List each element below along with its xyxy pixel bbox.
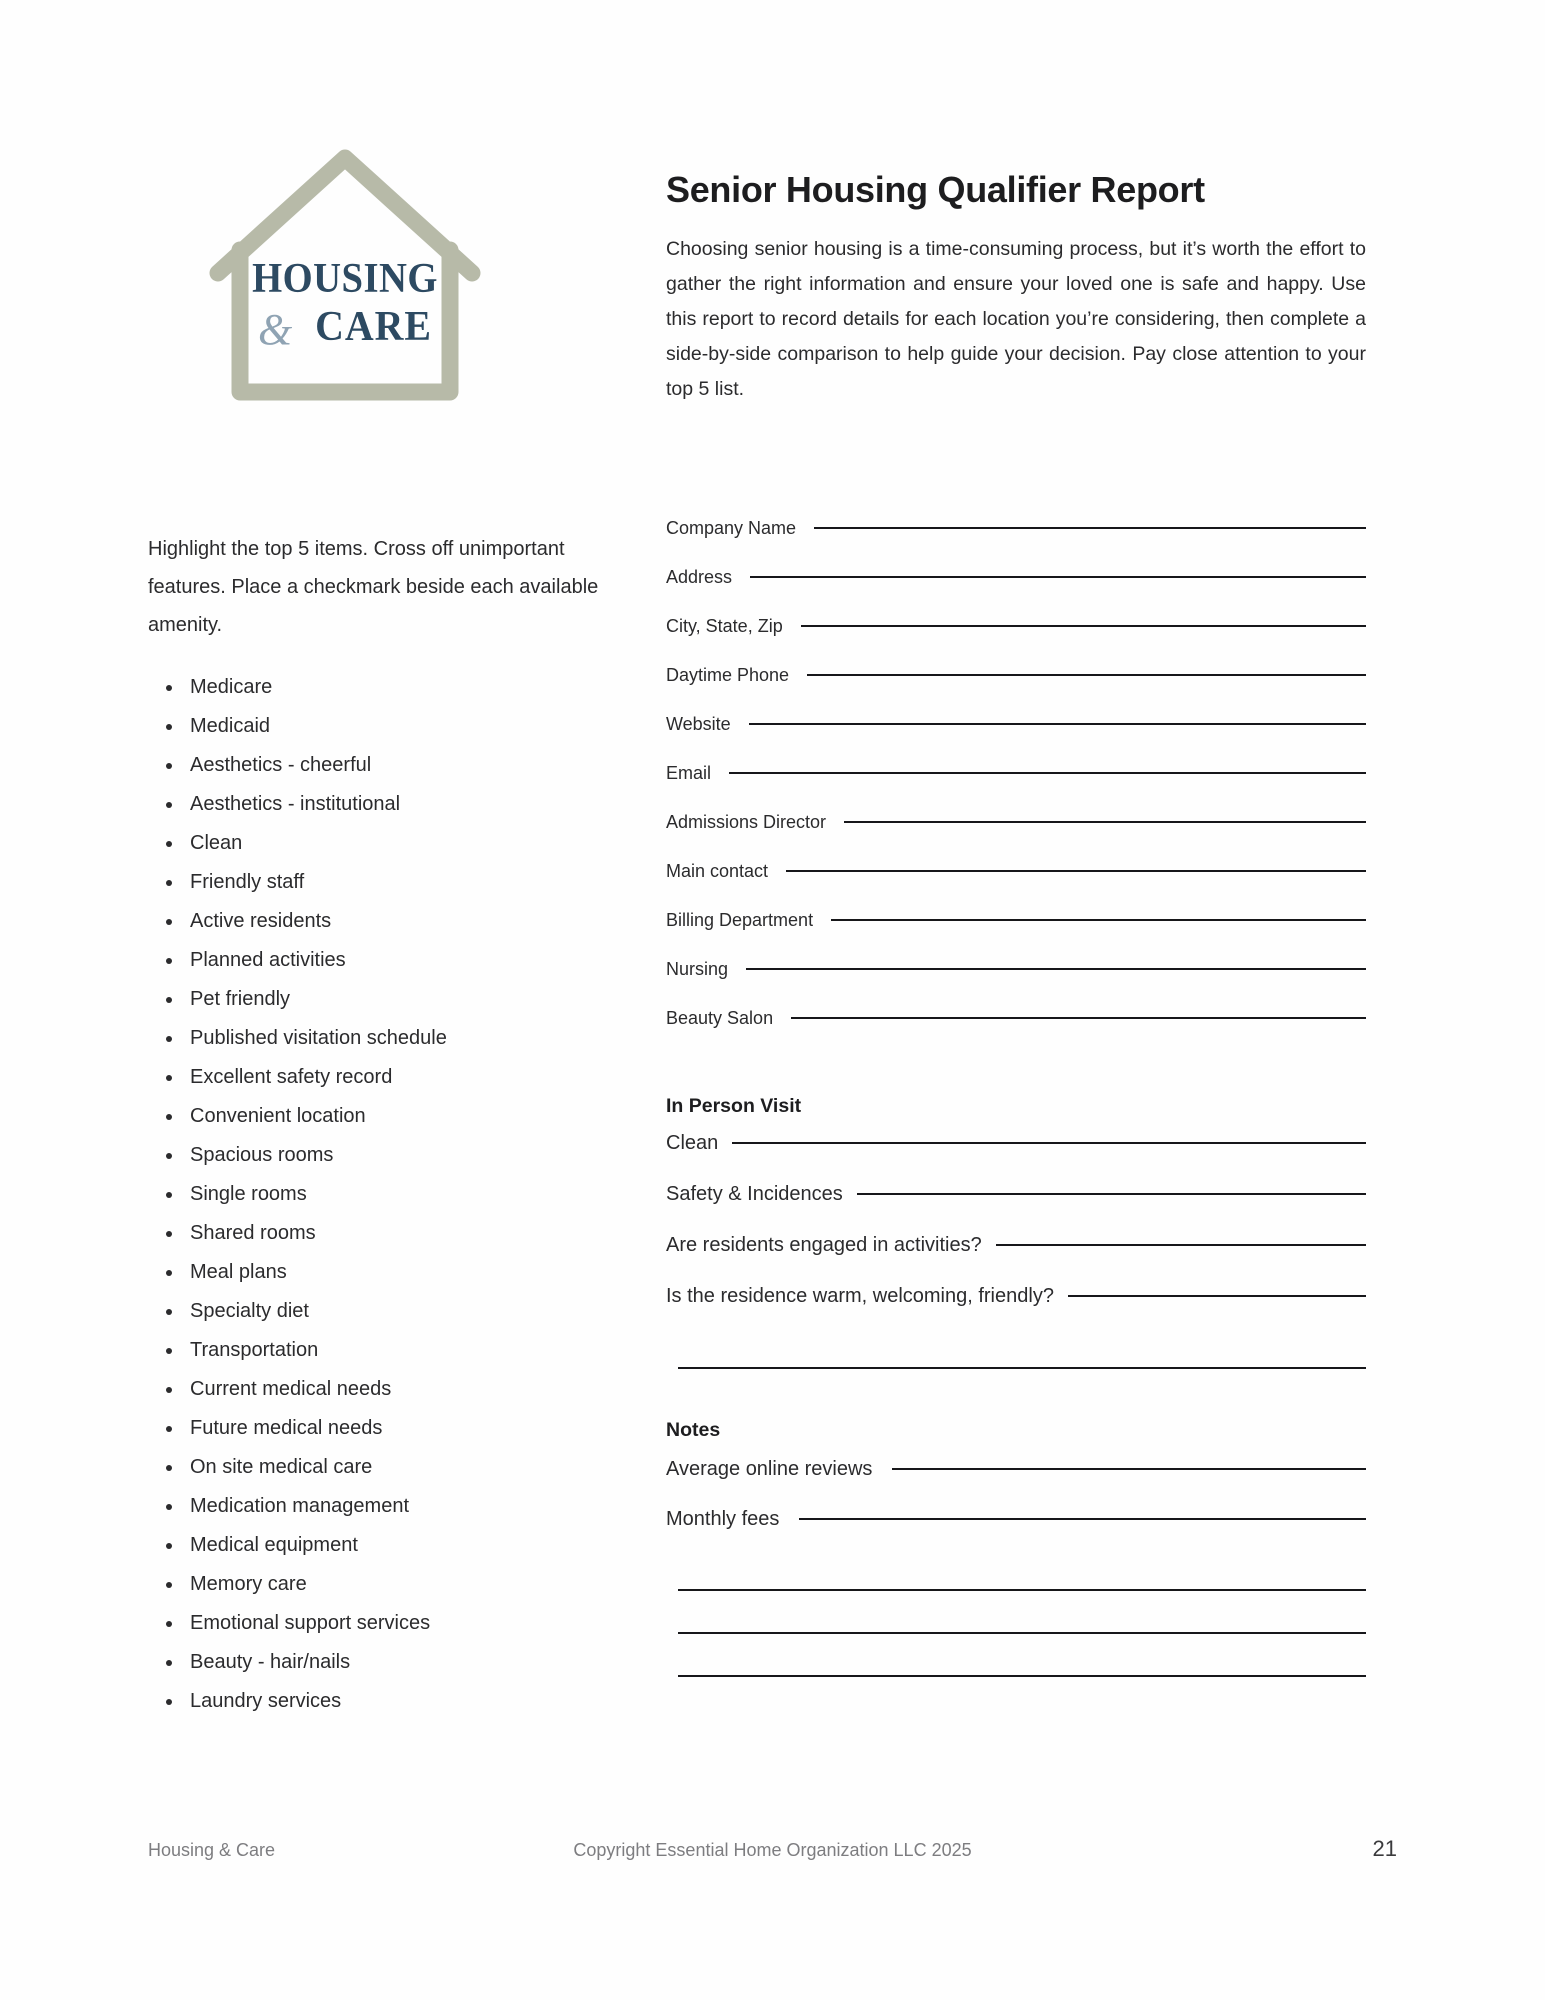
logo-text-housing: HOUSING [252, 256, 438, 302]
visit-field-input-line[interactable] [1068, 1294, 1366, 1297]
notes-field-input-line[interactable] [892, 1467, 1366, 1470]
amenity-item[interactable]: Single rooms [148, 1175, 608, 1214]
contact-field-row [666, 861, 1366, 910]
contact-field-row [666, 763, 1366, 812]
contact-field-label: Main contact [666, 861, 769, 881]
intro-paragraph: Choosing senior housing is a time-consuming process, but it’s worth the effort to gather the right information and ensure your loved one is safe and happy. Use this report to record details for each location you’re considering, then complete a side-by-side comparison to help guide your decision. Pay close attention to your top 5 list. [666, 237, 1366, 400]
visit-field-label: Clean [666, 1132, 719, 1154]
visit-field-row [666, 1183, 1366, 1234]
contact-field-input-line[interactable] [791, 1016, 1366, 1019]
visit-field-row [666, 1132, 1366, 1183]
contact-field-input-line[interactable] [786, 869, 1366, 872]
notes-extra-line-1[interactable] [678, 1588, 1366, 1591]
amenity-item[interactable]: Planned activities [148, 941, 608, 980]
amenity-checklist [148, 668, 608, 1721]
contact-field-label: Address [666, 567, 733, 587]
amenity-item[interactable]: Medicaid [148, 707, 608, 746]
footer-brand: Housing & Care [148, 1840, 276, 1860]
amenity-item[interactable]: Meal plans [148, 1253, 608, 1292]
visit-field-label: Safety & Incidences [666, 1183, 843, 1205]
contact-field-row [666, 518, 1366, 567]
contact-field-row [666, 1008, 1366, 1057]
contact-fields-group [666, 518, 1366, 1057]
visit-field-row [666, 1285, 1366, 1336]
footer-copyright: Copyright Essential Home Organization LLC 2025 [573, 1840, 972, 1860]
amenity-item[interactable]: Spacious rooms [148, 1136, 608, 1175]
contact-field-input-line[interactable] [749, 722, 1366, 725]
amenities-column [148, 530, 608, 1721]
amenity-item[interactable]: Beauty - hair/nails [148, 1643, 608, 1682]
amenity-item[interactable]: Current medical needs [148, 1370, 608, 1409]
visit-field-row [666, 1234, 1366, 1285]
contact-field-input-line[interactable] [746, 967, 1366, 970]
contact-field-input-line[interactable] [831, 918, 1366, 921]
notes-heading: Notes [666, 1419, 721, 1441]
logo-ampersand: & [258, 305, 293, 354]
instructions-text: Highlight the top 5 items. Cross off unimportant features. Place a checkmark beside each available amenity. [148, 538, 599, 636]
visit-field-input-line[interactable] [857, 1192, 1366, 1195]
amenity-item[interactable]: Laundry services [148, 1682, 608, 1721]
contact-field-label: Beauty Salon [666, 1008, 774, 1028]
contact-field-row [666, 812, 1366, 861]
contact-field-row [666, 714, 1366, 763]
in-person-visit-heading: In Person Visit [666, 1095, 802, 1117]
contact-field-input-line[interactable] [814, 526, 1366, 529]
contact-field-label: Nursing [666, 959, 729, 979]
page-title: Senior Housing Qualifier Report [666, 169, 1205, 210]
notes-fields-group [666, 1458, 1366, 1558]
report-form-column [666, 518, 1366, 1677]
contact-field-input-line[interactable] [801, 624, 1366, 627]
page-footer [0, 1836, 1545, 1880]
notes-field-label: Average online reviews [666, 1458, 873, 1480]
amenity-item[interactable]: Shared rooms [148, 1214, 608, 1253]
contact-field-row [666, 665, 1366, 714]
visit-fields-group [666, 1132, 1366, 1336]
page-header-area [0, 0, 1545, 430]
visit-extra-line[interactable] [678, 1366, 1366, 1369]
amenity-item[interactable]: Active residents [148, 902, 608, 941]
notes-extra-line-2[interactable] [678, 1631, 1366, 1634]
amenity-item[interactable]: Memory care [148, 1565, 608, 1604]
contact-field-label: Website [666, 714, 731, 734]
contact-field-label: Daytime Phone [666, 665, 790, 685]
amenity-item[interactable]: Medical equipment [148, 1526, 608, 1565]
contact-field-label: Admissions Director [666, 812, 827, 832]
amenity-item[interactable]: Aesthetics - institutional [148, 785, 608, 824]
amenity-item[interactable]: Clean [148, 824, 608, 863]
contact-field-label: Company Name [666, 518, 797, 538]
contact-field-row [666, 616, 1366, 665]
page-number: 21 [1372, 1836, 1397, 1861]
amenity-item[interactable]: Specialty diet [148, 1292, 608, 1331]
amenity-item[interactable]: Convenient location [148, 1097, 608, 1136]
amenity-item[interactable]: Medicare [148, 668, 608, 707]
amenity-item[interactable]: Published visitation schedule [148, 1019, 608, 1058]
contact-field-input-line[interactable] [807, 673, 1366, 676]
logo-wordmark [200, 258, 490, 356]
contact-field-label: Email [666, 763, 712, 783]
amenity-item[interactable]: Pet friendly [148, 980, 608, 1019]
amenity-item[interactable]: Medication management [148, 1487, 608, 1526]
notes-extra-line-3[interactable] [678, 1674, 1366, 1677]
amenity-item[interactable]: Future medical needs [148, 1409, 608, 1448]
contact-field-input-line[interactable] [750, 575, 1366, 578]
amenity-item[interactable]: Transportation [148, 1331, 608, 1370]
contact-field-row [666, 567, 1366, 616]
housing-and-care-logo [200, 140, 490, 405]
contact-field-row [666, 910, 1366, 959]
amenity-item[interactable]: Aesthetics - cheerful [148, 746, 608, 785]
contact-field-label: City, State, Zip [666, 616, 783, 636]
amenity-item[interactable]: Excellent safety record [148, 1058, 608, 1097]
contact-field-input-line[interactable] [729, 771, 1366, 774]
visit-field-label: Is the residence warm, welcoming, friendly? [666, 1285, 1054, 1307]
visit-field-input-line[interactable] [996, 1243, 1366, 1246]
contact-field-input-line[interactable] [844, 820, 1366, 823]
logo-text-care: CARE [315, 304, 432, 350]
contact-field-label: Billing Department [666, 910, 814, 930]
notes-field-label: Monthly fees [666, 1508, 780, 1530]
notes-field-row [666, 1458, 1366, 1508]
notes-field-input-line[interactable] [799, 1517, 1366, 1520]
visit-field-input-line[interactable] [732, 1141, 1366, 1144]
contact-field-row [666, 959, 1366, 1008]
notes-field-row [666, 1508, 1366, 1558]
amenity-item[interactable]: Emotional support services [148, 1604, 608, 1643]
visit-field-label: Are residents engaged in activities? [666, 1234, 982, 1256]
logo-care-row [200, 306, 490, 356]
amenity-item[interactable]: Friendly staff [148, 863, 608, 902]
amenity-item[interactable]: On site medical care [148, 1448, 608, 1487]
header-text-block [666, 170, 1366, 407]
